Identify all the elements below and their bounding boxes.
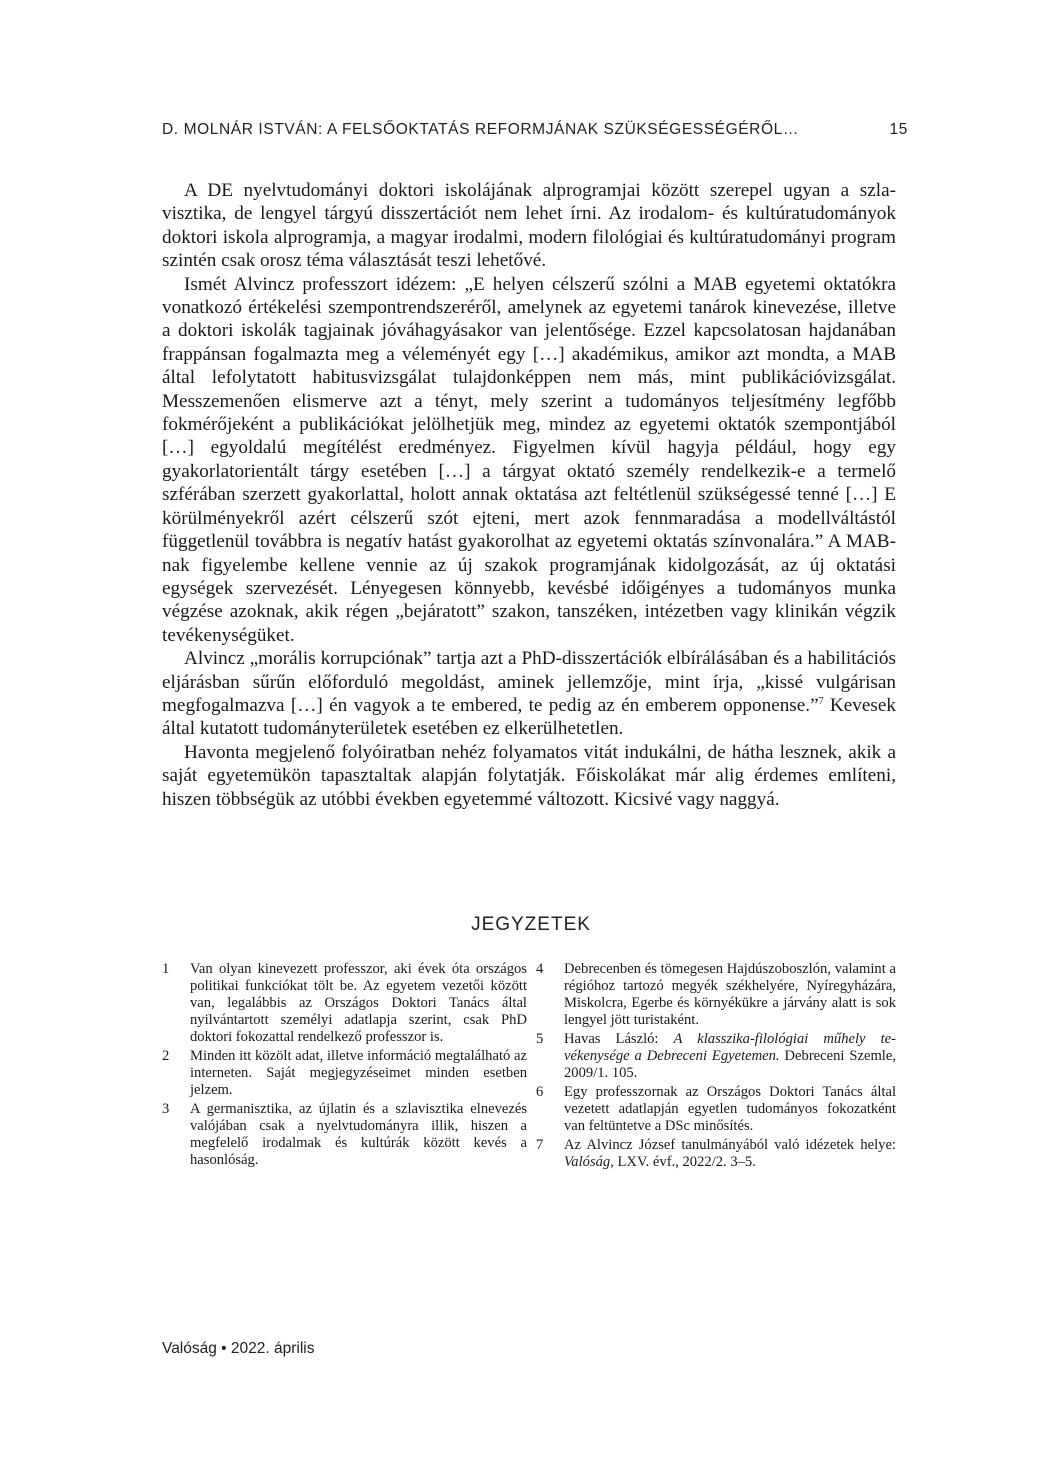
note-text-plain: Debreceni Szemle, 2009/1. 105. [564, 1048, 896, 1081]
note-text-plain: , LXV. évf., 2022/2. 3–5. [610, 1154, 756, 1170]
note-number: 4 [536, 961, 544, 977]
note-number: 1 [162, 961, 170, 977]
note-text: Egy professzornak az Országos Doktori Tanács által vezetett adatlapján egyetlen tudományos fokozatként van feltüntetve a DSc minősítés. [564, 1084, 896, 1134]
note-number: 7 [536, 1137, 544, 1153]
paragraph: A DE nyelvtudományi doktori iskolájának alprogramjai között szerepel ugyan a szlavisztika, de lengyel tárgyú disszertációt nem lehet írni. Az irodalom- és kultúratudományok doktori iskola alprogramja, a magyar irodalmi, modern filológiai és kultúratudományi program szintén csak orosz téma választását teszi lehetővé. [162, 180, 896, 272]
running-title: D. MOLNÁR ISTVÁN: A FELSŐOKTATÁS REFORMJÁNAK SZÜKSÉGESSÉGÉRŐL… [162, 121, 799, 138]
note-item [536, 1137, 896, 1171]
notes-heading: JEGYZETEK [471, 914, 591, 935]
paragraph-text: Alvincz „morális korrupciónak” tartja azt a PhD-disszertációk elbírálásában és a habilitációs eljárásban sűrűn előforduló megoldást, aminek jellemzője, mint írja, „kissé vulgárisan megfogalmazva […] én vagyok a te embered, te pedig az én emberem opponense.” [162, 648, 896, 716]
footnote-ref[interactable]: 7 [818, 695, 824, 707]
note-number: 3 [162, 1101, 170, 1117]
note-item [162, 1101, 527, 1169]
note-text: Van olyan kinevezett professzor, aki évek óta országos politikai funkciókat tölt be. Az egyetem vezetői között van, legalábbis az Országos Doktori Tanács által nyilvántartott személyi adatlapja szerint, csak PhD doktori fokozattal rendelkező professzor is. [190, 961, 527, 1045]
note-item [536, 1084, 896, 1135]
article-body [162, 179, 896, 811]
note-item [162, 961, 527, 1046]
note-number: 5 [536, 1031, 544, 1047]
note-text-italic: A klasszika-filológiai műhely tevékenysége a Debreceni Egyetemen. [564, 1031, 896, 1064]
note-text [564, 1031, 896, 1082]
note-item [536, 1031, 896, 1082]
paragraph: Havonta megjelenő folyóiratban nehéz folyamatos vitát indukálni, de hátha lesznek, akik a saját egyetemükön tapasztaltak alapján folytatják. Főiskolákat már alig érdemes említeni, hiszen többségük az utóbbi években egyetemmé változott. Kicsivé vagy naggyá. [162, 741, 896, 810]
paragraph: Ismét Alvincz professzort idézem: „E helyen célszerű szólni a MAB egyetemi oktatókra vonatkozó értékelési szempontrendszeréről, amelynek az egyetemi tanárok kinevezése, illetve a doktori iskolák tagjainak jóváhagyásakor van jelentősége. Ezzel kapcsolatosan hajdanában frappánsan fogalmazta meg a véleményét egy […] akadémikus, amikor azt mondta, a MAB által lefolytatott habitusvizsgálat tulajdonképpen nem más, mint publikációvizsgálat. Messzemenően elismerve azt a tényt, mely szerint a tudományos teljesítmény legfőbb fokmérőjeként a publikációkat jelölhetjük meg, mindez az egyetemi oktatók szempontjából […] egyoldalú megítélést eredményez. Figyelmen kívül hagyja például, hogy egy gyakorlatorientált tárgy esetében […] a tárgyat oktató személy rendelkezik-e a termelő szférában szerzett gyakorlattal, holott annak oktatása azt feltétlenül szükségessé tenné […] E körülményekről azért célszerű szót ejteni, mert azok fennmaradása a modellváltástól függetlenül továbbra is negatív hatást gyakorolhat az egyetemi oktatás színvonalára.” A MAB-nak figyelembe kellene vennie az új szakok programjának kidolgozását, az új oktatási egységek szervezését. Lényegesen könnyebb, kevésbé időigényes a tudományos munka végzése azoknak, akik régen „bejáratott” szakon, tanszéken, intézetben vagy klinikán végzik tevékenységüket. [162, 273, 896, 646]
note-number: 2 [162, 1048, 170, 1064]
notes-column-left [162, 961, 527, 1171]
note-text-italic: Valóság [564, 1154, 611, 1170]
notes-column-right [536, 961, 896, 1173]
note-text: Debrecenben és tömegesen Hajdúszoboszlón, valamint a régióhoz tartozó megyék székhelyére, Nyíregyházára, Miskolcra, Egerbe és környékükre a járvány alatt is sok lengyel jött turistaként. [564, 961, 896, 1028]
note-text: A germanisztika, az újlatin és a szlavisztika elnevezés valójában csak a nyelvtudományra illik, hiszen a megfelelő irodalmak és kultúrák között kevés a hasonlóság. [190, 1101, 527, 1168]
paragraph [162, 647, 896, 741]
note-text-plain: Az Alvincz József tanulmányából való idézetek helye: [564, 1137, 896, 1153]
note-text [564, 1137, 896, 1171]
note-text: Minden itt közölt adat, illetve információ megtalálható az interneten. Saját megjegyzéseimet minden esetben jelzem. [190, 1048, 527, 1098]
page-number: 15 [889, 121, 908, 138]
note-item [162, 1048, 527, 1099]
note-text-plain: Havas László: [564, 1031, 674, 1047]
note-number: 6 [536, 1084, 544, 1100]
paragraph-tail: Kevesek által kutatott tudományterületek esetében ez elkerülhetetlen. [162, 694, 896, 740]
note-item [536, 961, 896, 1029]
page-footer: Valóság • 2022. április [162, 1340, 315, 1357]
